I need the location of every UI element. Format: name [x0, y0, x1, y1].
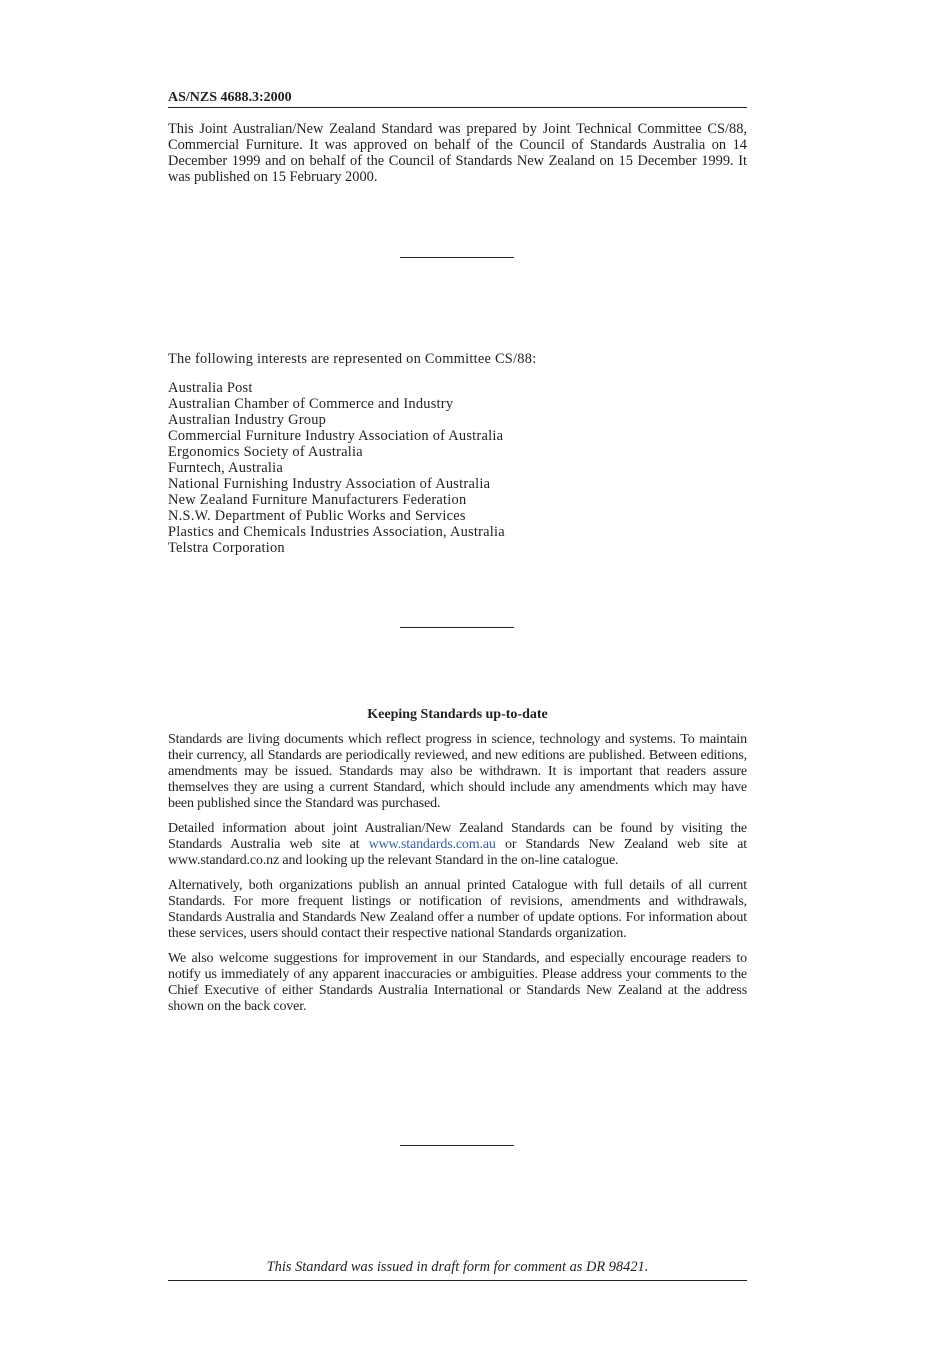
preparation-statement: This Joint Australian/New Zealand Standard was prepared by Joint Technical Committee CS/88, Commercial Furniture. It was approved on behalf of the Council of Standards Australia on 14 December 1999 and on behalf of the Council of Standards New Zealand on 15 December 1999. It was published on 15 February 2000.: [168, 121, 747, 185]
list-item: National Furnishing Industry Association of Australia: [168, 476, 491, 492]
draft-note: This Standard was issued in draft form for comment as DR 98421.: [266, 1259, 649, 1275]
section-title: Keeping Standards up-to-date: [367, 707, 548, 722]
list-item: Australian Industry Group: [168, 412, 327, 428]
list-item: New Zealand Furniture Manufacturers Federation: [168, 492, 467, 508]
section-divider: [400, 1145, 514, 1146]
header-rule: [168, 107, 747, 108]
paragraph: We also welcome suggestions for improvement in our Standards, and especially encourage readers to notify us immediately of any apparent inaccuracies or ambiguities. Please address your comments to the Chief Executive of either Standards Australia International or Standards New Zealand at the address shown on the back cover.: [168, 951, 747, 1014]
list-item: Australia Post: [168, 380, 253, 396]
section-divider: [400, 627, 514, 628]
list-item: Furntech, Australia: [168, 460, 284, 476]
standards-australia-link[interactable]: www.standards.com.au: [368, 837, 496, 852]
interests-list: [168, 380, 505, 556]
document-page: [168, 0, 747, 1345]
list-item: N.S.W. Department of Public Works and Services: [168, 508, 466, 524]
paragraph: Standards are living documents which reflect progress in science, technology and systems. To maintain their currency, all Standards are periodically reviewed, and new editions are published. Between editions, amendments may be issued. Standards may also be withdrawn. It is important that readers assure themselves they are using a current Standard, which should include any amendments which may have been published since the Standard was purchased.: [168, 732, 747, 811]
paragraph-text: Detailed information about joint Australian/New Zealand Standards can be found by visiting the Standards Australia web site at: [168, 821, 747, 852]
paragraph: [168, 821, 747, 869]
section-body: [168, 732, 747, 1024]
list-item: Australian Chamber of Commerce and Industry: [168, 396, 454, 412]
list-item: Ergonomics Society of Australia: [168, 444, 363, 460]
list-item: Telstra Corporation: [168, 540, 285, 556]
paragraph-text: or Standards New Zealand web site at www.standard.co.nz and looking up the relevant Standard in the on-line catalogue.: [168, 837, 748, 868]
list-item: Commercial Furniture Industry Association of Australia: [168, 428, 504, 444]
section-divider: [400, 257, 514, 258]
paragraph: Alternatively, both organizations publish an annual printed Catalogue with full details of all current Standards. For more frequent listings or notification of revisions, amendments and withdrawals, Standards Australia and Standards New Zealand offer a number of update options. For information about these services, users should contact their respective national Standards organization.: [168, 878, 747, 941]
footer-rule: [168, 1280, 747, 1281]
standard-number: AS/NZS 4688.3:2000: [168, 90, 292, 105]
list-item: Plastics and Chemicals Industries Association, Australia: [168, 524, 505, 540]
interests-intro: The following interests are represented on Committee CS/88:: [168, 351, 537, 367]
